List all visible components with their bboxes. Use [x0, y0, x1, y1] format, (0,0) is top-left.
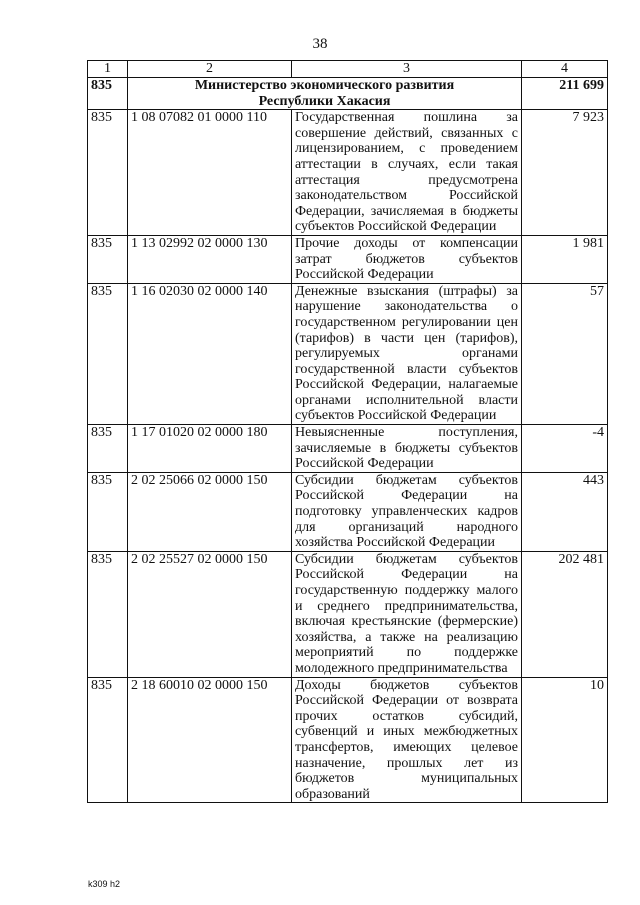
footer-code: k309 h2: [88, 879, 121, 889]
row-budget-code: 2 18 60010 02 0000 150: [128, 677, 292, 803]
row-description: Прочие доходы от компенсации затрат бюджетов субъектов Российской Федерации: [292, 235, 522, 283]
row-description: Невыясненные поступления, зачисляемые в бюджеты субъектов Российской Федерации: [292, 425, 522, 473]
header-cell-1: 1: [88, 61, 128, 78]
table-row: [88, 425, 608, 473]
row-amount: 7 923: [522, 110, 608, 236]
row-amount: 10: [522, 677, 608, 803]
header-row: [88, 61, 608, 78]
row-admin-code: 835: [88, 110, 128, 236]
row-budget-code: 1 13 02992 02 0000 130: [128, 235, 292, 283]
row-description: Субсидии бюджетам субъектов Российской Федерации на подготовку управленческих кадров для организаций народного хозяйства Российской Федерации: [292, 472, 522, 551]
row-amount: 1 981: [522, 235, 608, 283]
row-admin-code: 835: [88, 235, 128, 283]
ministry-amount: 211 699: [522, 78, 608, 110]
row-description: Денежные взыскания (штрафы) за нарушение законодательства о государственном регулировании цен (тарифов) в части цен (тарифов), регулируемых органами государственной власти субъектов Российской Федерации, налагаемые органами исполнительной власти субъектов Российской Федерации: [292, 283, 522, 424]
row-admin-code: 835: [88, 677, 128, 803]
row-amount: 57: [522, 283, 608, 424]
row-budget-code: 2 02 25066 02 0000 150: [128, 472, 292, 551]
ministry-code: 835: [88, 78, 128, 110]
row-admin-code: 835: [88, 472, 128, 551]
page-number: 38: [312, 36, 328, 52]
row-amount: 202 481: [522, 551, 608, 677]
row-amount: -4: [522, 425, 608, 473]
ministry-row: [88, 78, 608, 110]
header-cell-2: 2: [128, 61, 292, 78]
row-budget-code: 1 17 01020 02 0000 180: [128, 425, 292, 473]
row-admin-code: 835: [88, 551, 128, 677]
table-row: [88, 110, 608, 236]
row-admin-code: 835: [88, 283, 128, 424]
row-admin-code: 835: [88, 425, 128, 473]
row-budget-code: 1 16 02030 02 0000 140: [128, 283, 292, 424]
table-row: [88, 551, 608, 677]
header-cell-4: 4: [522, 61, 608, 78]
row-budget-code: 2 02 25527 02 0000 150: [128, 551, 292, 677]
table-row: [88, 677, 608, 803]
row-budget-code: 1 08 07082 01 0000 110: [128, 110, 292, 236]
ministry-name-line1: Министерство экономического развития: [194, 78, 455, 93]
table-row: [88, 472, 608, 551]
ministry-name-line2: Республики Хакасия: [258, 93, 391, 109]
table-row: [88, 283, 608, 424]
table-row: [88, 235, 608, 283]
row-description: Государственная пошлина за совершение действий, связанных с лицензированием, с проведением аттестации в случаях, если такая аттестация предусмотрена законодательством Российской Федерации, зачисляемая в бюджеты субъектов Российской Федерации: [292, 110, 522, 236]
header-cell-3: 3: [292, 61, 522, 78]
row-description: Субсидии бюджетам субъектов Российской Федерации на государственную поддержку малого и среднего предпринимательства, включая крестьянские (фермерские) хозяйства, а также на реализацию мероприятий по поддержке молодежного предпринимательства: [292, 551, 522, 677]
row-description: Доходы бюджетов субъектов Российской Федерации от возврата прочих остатков субсидий, субвенций и иных межбюджетных трансфертов, имеющих целевое назначение, прошлых лет из бюджетов муниципальных образований: [292, 677, 522, 803]
ministry-name: [128, 78, 522, 110]
revenue-table: [87, 60, 608, 803]
row-amount: 443: [522, 472, 608, 551]
